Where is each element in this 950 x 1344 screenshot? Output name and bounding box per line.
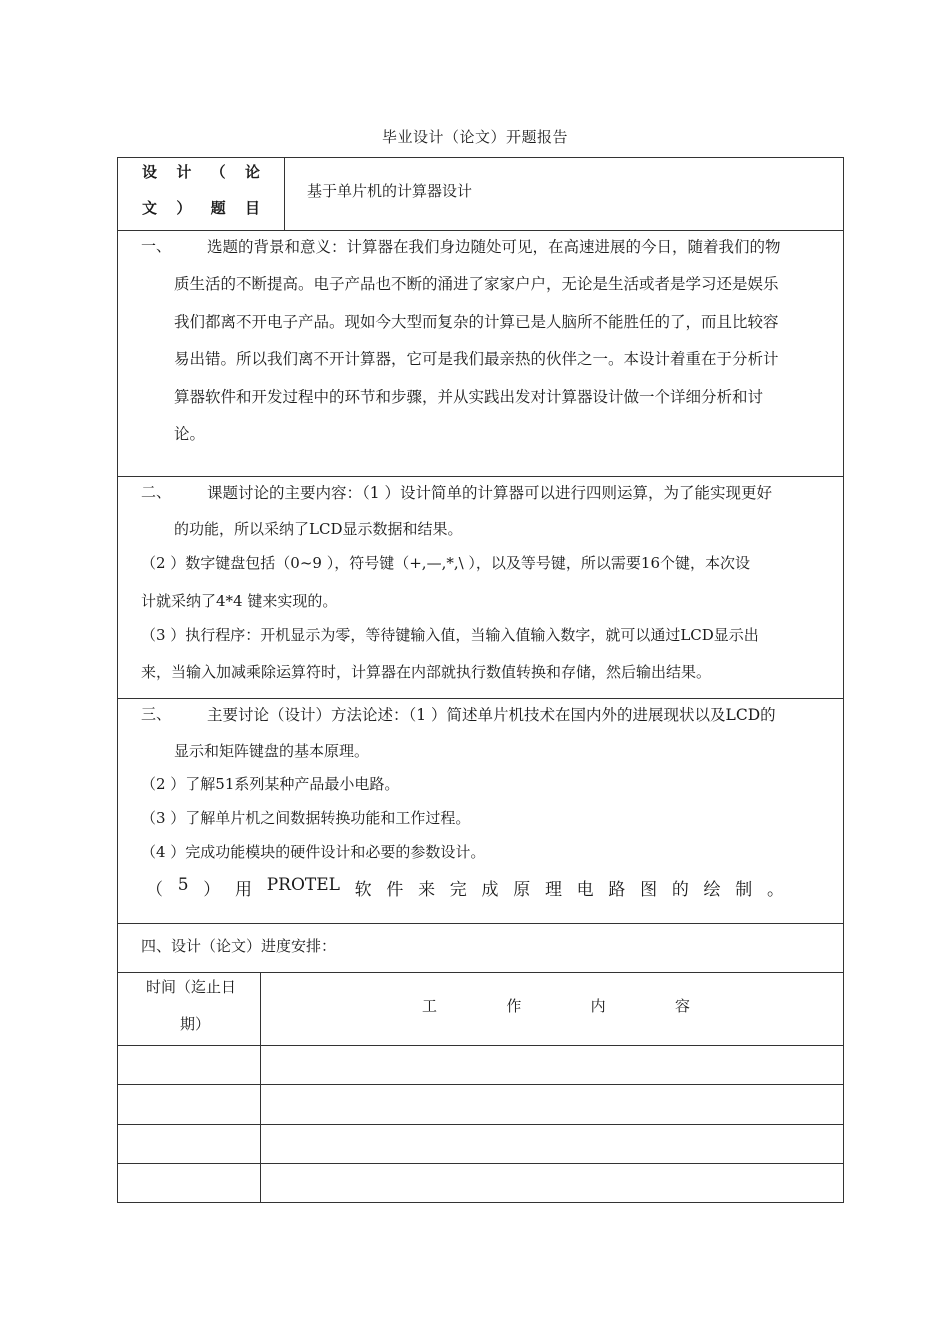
document-title: 毕业设计（论文）开题报告 (381, 128, 568, 146)
section2-line: 的功能，所以采纳了LCD显示数据和结果。 (174, 520, 463, 538)
topic-value: 基于单片机的计算器设计 (307, 182, 473, 200)
section2-line: （2 ）数字键盘包括（0~9 ），符号键（+,—,*,\ ），以及等号键，所以需要16个键，本次设 (141, 554, 751, 572)
section2-number: 二、 (141, 483, 172, 501)
divider-schedule-row (117, 1084, 844, 1085)
divider-schedule-row (117, 1124, 844, 1125)
section1-line: 我们都离不开电子产品。现如今大型而复杂的计算已是人脑所不能胜任的了，而且比较容 (174, 313, 779, 331)
topic-label-line1: 设 计 （ 论 (142, 163, 260, 181)
section1-line: 论。 (174, 425, 206, 443)
divider-header (117, 230, 844, 231)
section1-line: 算器软件和开发过程中的环节和步骤，并从实践出发对计算器设计做一个详细分析和讨 (174, 388, 764, 406)
section3-line-spaced: （ 5 ） 用 PROTEL 软 件 来 完 成 原 理 电 路 图 的 绘 制 。 (146, 875, 784, 900)
divider-schedule-row (117, 1163, 844, 1164)
section2-line: 课题讨论的主要内容：（1 ）设计简单的计算器可以进行四则运算，为了能实现更好 (207, 484, 773, 502)
divider-schedule-header (117, 1045, 844, 1046)
section2-line: 计就采纳了4*4 键来实现的。 (141, 592, 338, 610)
section1-line: 选题的背景和意义：计算器在我们身边随处可见，在高速进展的今日，随着我们的物 (207, 238, 781, 256)
section1-number: 一、 (141, 237, 172, 255)
divider-section2 (117, 698, 844, 699)
topic-label-line2: 文 ） 题 目 (142, 199, 260, 217)
section1-line: 易出错。所以我们离不开计算器，它可是我们最亲热的伙伴之一。本设计着重在于分析计 (174, 350, 779, 368)
schedule-col-time: 期） (180, 1015, 211, 1033)
section1-line: 质生活的不断提高。电子产品也不断的涌进了家家户户，无论是生活或者是学习还是娱乐 (174, 275, 779, 293)
section3-line: （3 ）了解单片机之间数据转换功能和工作过程。 (141, 809, 471, 827)
divider-schedule-vertical (260, 972, 261, 1203)
section3-line: 显示和矩阵键盘的基本原理。 (174, 742, 370, 760)
divider-section4 (117, 972, 844, 973)
section4-title: 四、设计（论文）进度安排： (141, 937, 337, 955)
section2-line: 来，当输入加减乘除运算符时，计算器在内部就执行数值转换和存储，然后输出结果。 (141, 663, 712, 681)
section3-line: （4 ）完成功能模块的硬件设计和必要的参数设计。 (141, 843, 486, 861)
section3-line: 主要讨论（设计）方法论述：（1 ）简述单片机技术在国内外的进展现状以及LCD的 (207, 706, 776, 724)
schedule-col-content: 工 作 内 容 (422, 997, 690, 1015)
schedule-col-time: 时间（迄止日 (146, 978, 237, 996)
section3-number: 三、 (141, 705, 172, 723)
divider-section3 (117, 923, 844, 924)
divider-section1 (117, 476, 844, 477)
section3-line: （2 ）了解51系列某种产品最小电路。 (141, 775, 400, 793)
section2-line: （3 ）执行程序：开机显示为零，等待键输入值，当输入值输入数字，就可以通过LCD显示出 (141, 626, 759, 644)
divider-header-vertical (284, 157, 285, 231)
